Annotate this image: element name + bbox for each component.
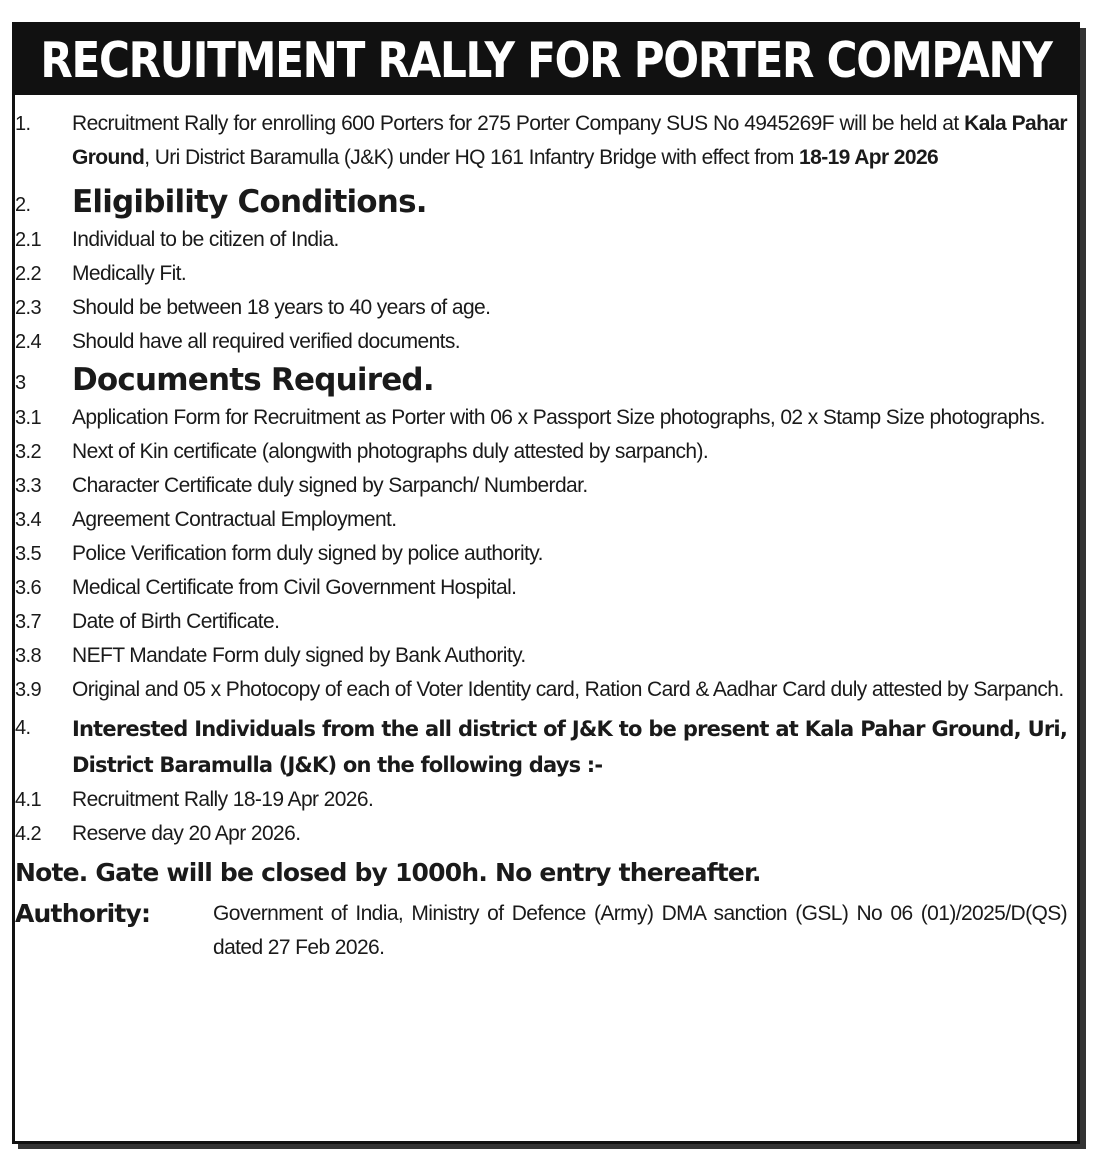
date-bold: 18-19 Apr 2026 xyxy=(799,146,939,169)
item-text: Date of Birth Certificate. xyxy=(72,610,280,633)
section-heading: Eligibility Conditions. xyxy=(72,184,427,220)
section-number: 3 xyxy=(15,372,26,394)
list-item xyxy=(15,571,1077,605)
list-item xyxy=(15,783,1077,817)
list-item xyxy=(15,291,1077,325)
list-item xyxy=(15,605,1077,639)
item-number: 3.1 xyxy=(15,407,42,429)
section-number: 2. xyxy=(15,194,31,216)
list-item xyxy=(15,673,1077,707)
item-text: Agreement Contractual Employment. xyxy=(72,508,397,531)
item-text: Police Verification form duly signed by police authority. xyxy=(72,542,543,565)
item-text: Medically Fit. xyxy=(72,262,187,285)
item-number: 4.1 xyxy=(15,789,42,811)
notice-body xyxy=(15,107,1077,965)
item-number: 3.3 xyxy=(15,475,42,497)
frame-shadow-right xyxy=(1080,28,1086,1148)
paragraph-4 xyxy=(15,711,1077,783)
paragraph-text: Interested Individuals from the all district of J&K to be present at Kala Pahar Ground, Uri, District Baramulla (J&K) on the following days :- xyxy=(72,717,1067,777)
paragraph-number: 4. xyxy=(15,717,31,739)
section-heading: Documents Required. xyxy=(72,362,434,398)
title-banner xyxy=(15,25,1077,95)
item-text: NEFT Mandate Form duly signed by Bank Authority. xyxy=(72,644,526,667)
paragraph-text xyxy=(72,107,1067,175)
item-text: Medical Certificate from Civil Government Hospital. xyxy=(72,576,517,599)
item-text: Next of Kin certificate (alongwith photographs duly attested by sarpanch). xyxy=(72,440,709,463)
item-text: Recruitment Rally 18-19 Apr 2026. xyxy=(72,788,374,811)
item-number: 3.4 xyxy=(15,509,42,531)
item-number: 3.8 xyxy=(15,645,42,667)
authority-block xyxy=(15,897,1077,965)
list-item xyxy=(15,817,1077,851)
item-number: 4.2 xyxy=(15,823,42,845)
item-number: 3.7 xyxy=(15,611,42,633)
venue-bold: Kala Pahar Ground xyxy=(72,112,1068,169)
advertisement-frame xyxy=(12,22,1080,1144)
list-item xyxy=(15,435,1077,469)
item-number: 3.6 xyxy=(15,577,42,599)
list-item xyxy=(15,469,1077,503)
item-number: 3.2 xyxy=(15,441,42,463)
paragraph-number: 1. xyxy=(15,113,31,135)
item-text: Individual to be citizen of India. xyxy=(72,228,339,251)
item-number: 2.2 xyxy=(15,263,42,285)
frame-shadow-bottom xyxy=(18,1144,1086,1149)
item-text: Should have all required verified documents. xyxy=(72,330,461,353)
list-item xyxy=(15,401,1077,435)
authority-label: Authority: xyxy=(15,899,151,928)
text-segment: Recruitment Rally for enrolling 600 Porters for 275 Porter Company SUS No 4945269F will be held at xyxy=(72,112,965,135)
paragraph-1 xyxy=(15,107,1077,175)
list-item xyxy=(15,257,1077,291)
item-text: Reserve day 20 Apr 2026. xyxy=(72,822,301,845)
item-number: 3.9 xyxy=(15,679,42,701)
item-number: 2.1 xyxy=(15,229,42,251)
text-segment: , Uri District Baramulla (J&K) under HQ 161 Infantry Bridge with effect from xyxy=(144,146,800,169)
page-title: RECRUITMENT RALLY FOR PORTER COMPANY xyxy=(40,31,1052,89)
section-documents-heading xyxy=(15,359,1077,401)
item-text: Original and 05 x Photocopy of each of Voter Identity card, Ration Card & Aadhar Card duly attested by Sarpanch. xyxy=(72,678,1064,701)
note-text: Note. Gate will be closed by 1000h. No entry thereafter. xyxy=(15,858,761,887)
item-number: 2.3 xyxy=(15,297,42,319)
list-item xyxy=(15,325,1077,359)
list-item xyxy=(15,537,1077,571)
item-number: 2.4 xyxy=(15,331,42,353)
authority-text: Government of India, Ministry of Defence (Army) DMA sanction (GSL) No 06 (01)/2025/D(QS) dated 27 Feb 2026. xyxy=(213,902,1067,959)
list-item xyxy=(15,639,1077,673)
item-text: Character Certificate duly signed by Sarpanch/ Numberdar. xyxy=(72,474,588,497)
item-text: Application Form for Recruitment as Porter with 06 x Passport Size photographs, 02 x Stamp Size photographs. xyxy=(72,406,1045,429)
list-item xyxy=(15,223,1077,257)
list-item xyxy=(15,503,1077,537)
section-eligibility-heading xyxy=(15,181,1077,223)
item-number: 3.5 xyxy=(15,543,42,565)
item-text: Should be between 18 years to 40 years of age. xyxy=(72,296,491,319)
